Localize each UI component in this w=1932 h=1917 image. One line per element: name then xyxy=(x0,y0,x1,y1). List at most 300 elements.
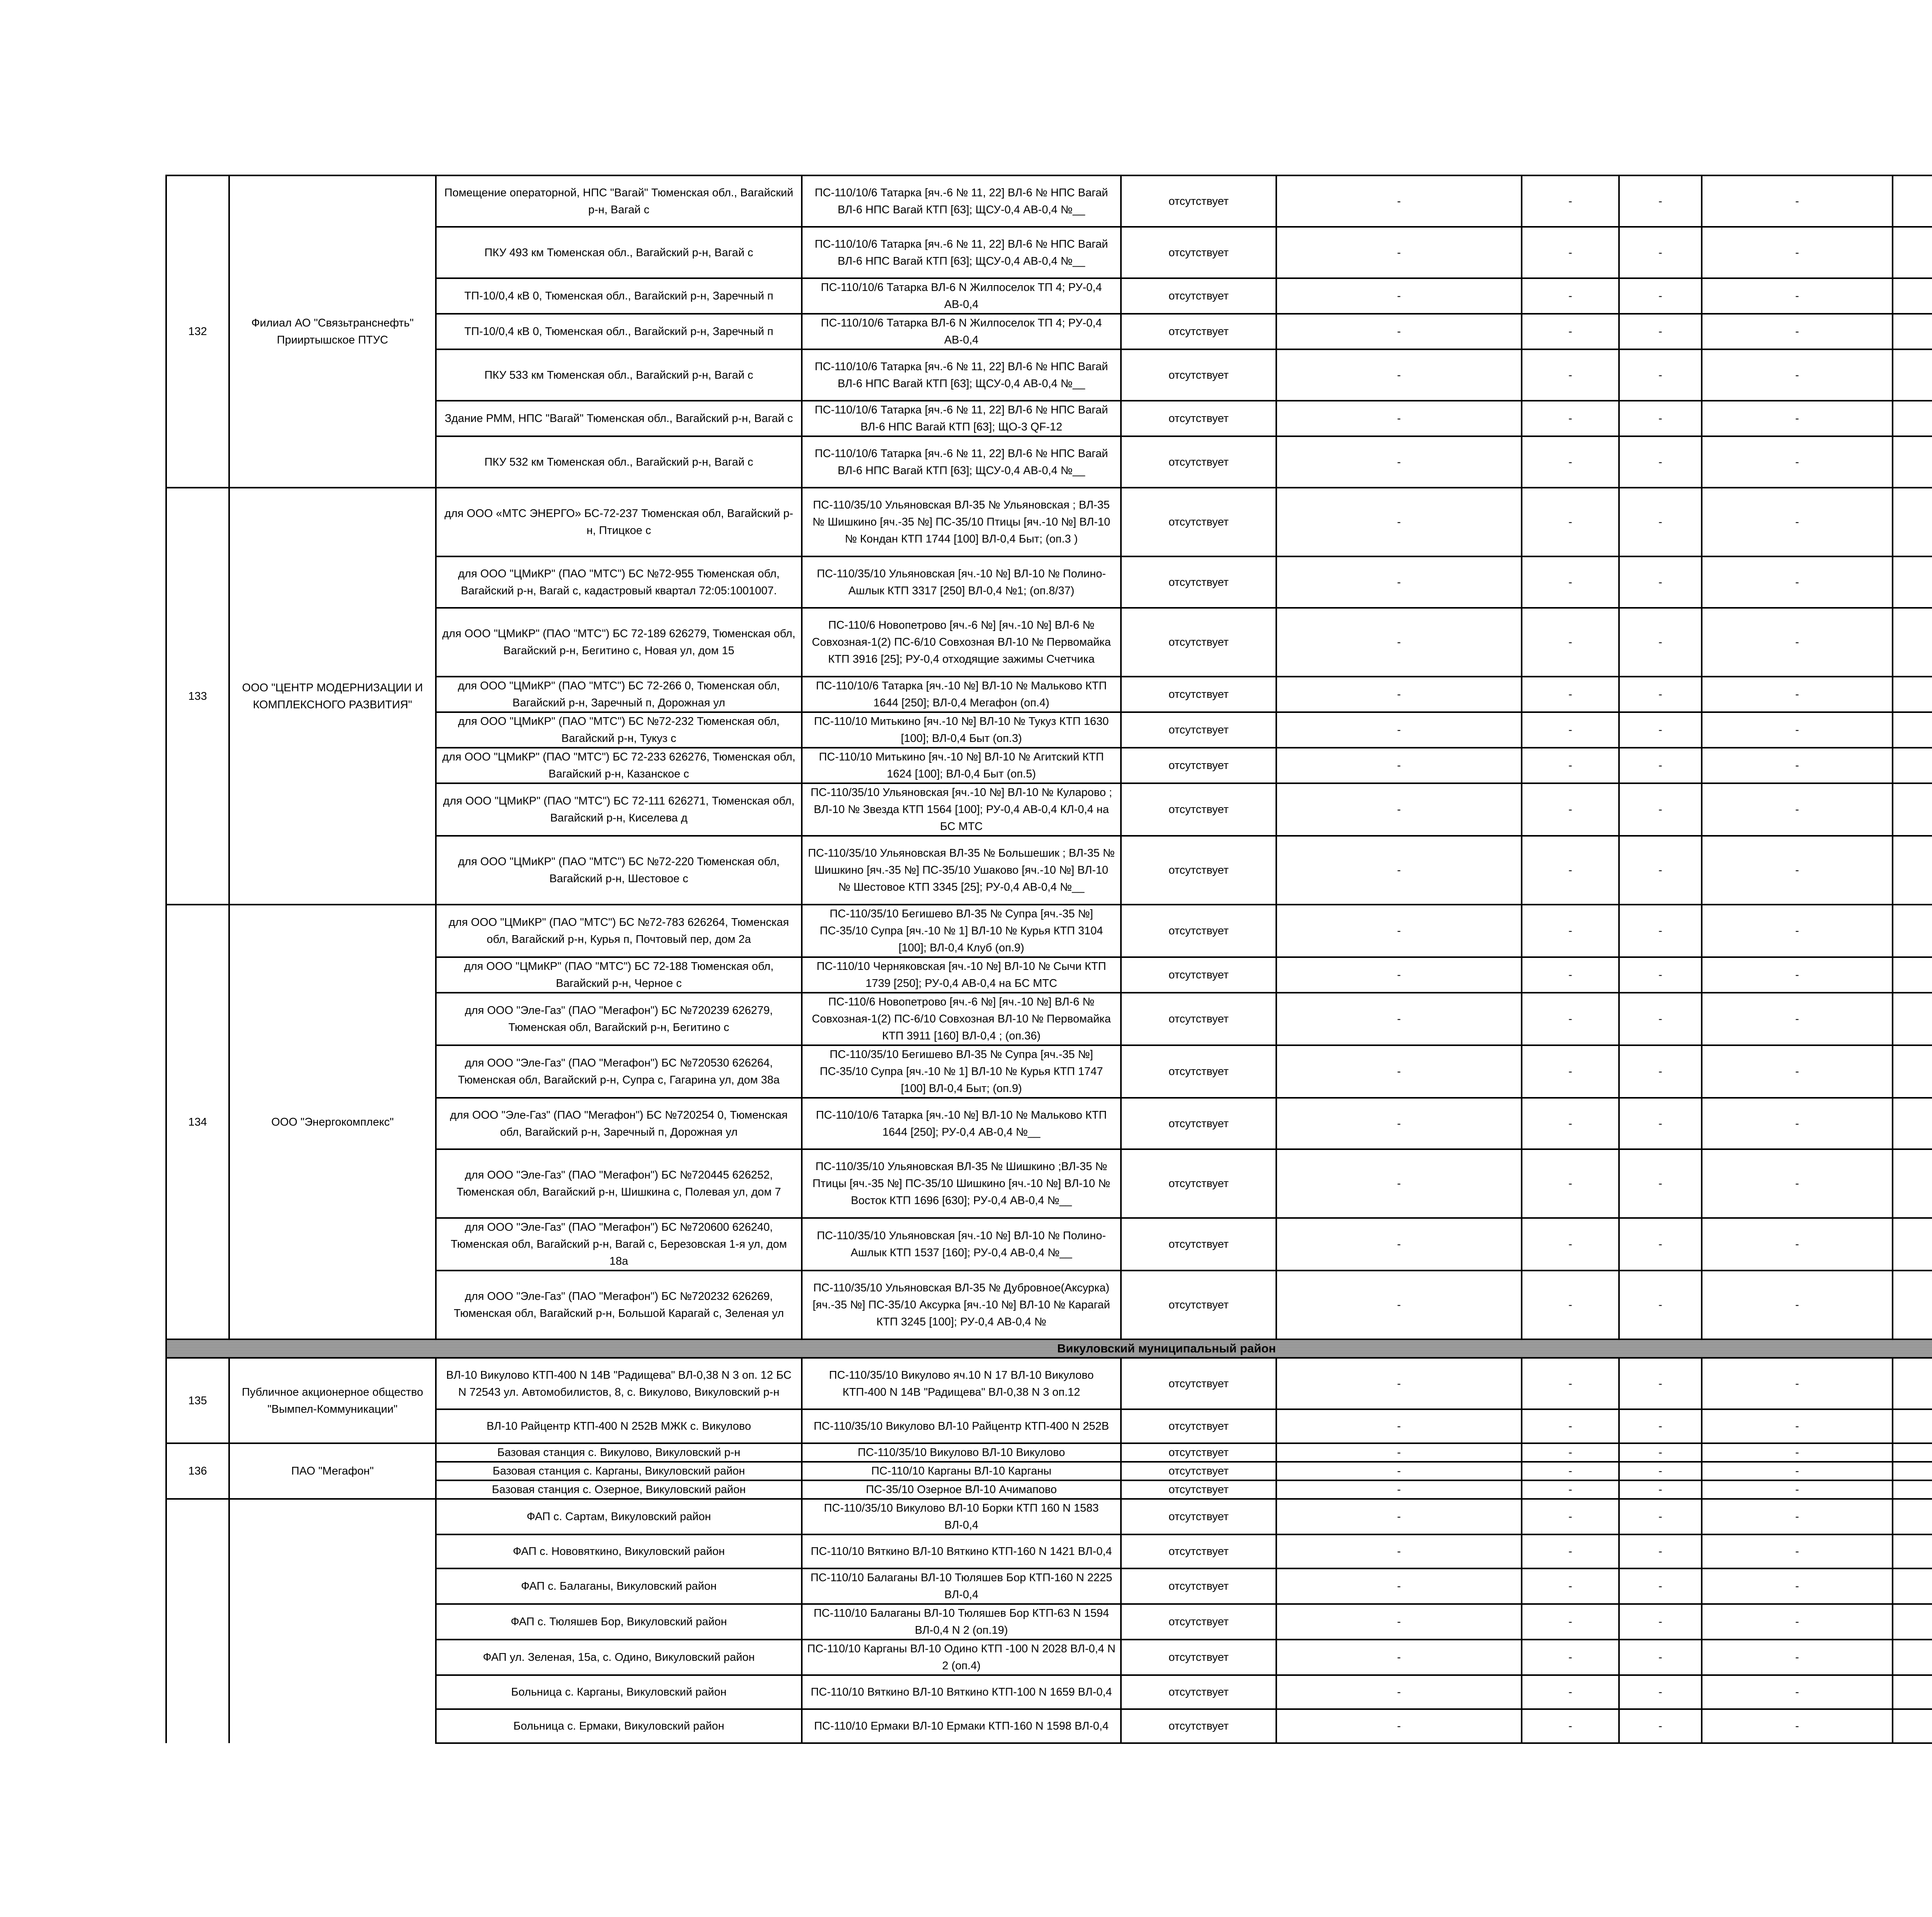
empty-value-cell: - xyxy=(1702,1443,1893,1462)
empty-value-cell: - xyxy=(1276,1534,1522,1568)
empty-value-cell: - xyxy=(1702,278,1893,314)
empty-value-cell xyxy=(1893,957,1932,993)
empty-value-cell: - xyxy=(1702,349,1893,401)
empty-value-cell: - xyxy=(1702,1409,1893,1443)
empty-value-cell: - xyxy=(1619,278,1702,314)
power-supply-scheme: ПС-110/10 Митькино [яч.-10 №] ВЛ-10 № Агитский КТП 1624 [100]; ВЛ-0,4 Быт (оп.5) xyxy=(802,748,1121,783)
empty-value-cell: - xyxy=(1522,556,1619,608)
status-cell: отсутствует xyxy=(1121,349,1276,401)
status-cell: отсутствует xyxy=(1121,1675,1276,1709)
status-cell: отсутствует xyxy=(1121,1462,1276,1480)
object-address: Больница с. Ермаки, Викуловский район xyxy=(436,1709,802,1743)
empty-value-cell: - xyxy=(1522,1480,1619,1499)
empty-value-cell: - xyxy=(1702,677,1893,712)
empty-value-cell: - xyxy=(1522,401,1619,436)
empty-value-cell: - xyxy=(1276,1640,1522,1675)
power-supply-scheme: ПС-110/35/10 Бегишево ВЛ-35 № Супра [яч.-35 №] ПС-35/10 Супра [яч.-10 № 1] ВЛ-10 № Курья КТП 1747 [100] ВЛ-0,4 Быт; (оп.9) xyxy=(802,1045,1121,1098)
empty-value-cell: - xyxy=(1702,957,1893,993)
status-cell: отсутствует xyxy=(1121,436,1276,488)
empty-value-cell: - xyxy=(1702,1098,1893,1149)
empty-value-cell xyxy=(1893,993,1932,1045)
empty-value-cell: - xyxy=(1702,608,1893,677)
organization-name: Публичное акционерное общество "Вымпел-Коммуникации" xyxy=(229,1358,436,1443)
empty-value-cell: - xyxy=(1619,1534,1702,1568)
power-supply-scheme: ПС-110/10/6 Татарка [яч.-6 № 11, 22] ВЛ-6 № НПС Вагай ВЛ-6 НПС Вагай КТП [63]; ЩО-3 QF-12 xyxy=(802,401,1121,436)
empty-value-cell xyxy=(1893,905,1932,957)
empty-value-cell: - xyxy=(1619,1271,1702,1339)
empty-value-cell: - xyxy=(1522,175,1619,227)
empty-value-cell: - xyxy=(1619,1640,1702,1675)
status-cell: отсутствует xyxy=(1121,783,1276,836)
empty-value-cell: - xyxy=(1522,957,1619,993)
empty-value-cell xyxy=(1893,1604,1932,1640)
table-row xyxy=(166,1443,1932,1462)
empty-value-cell: - xyxy=(1276,349,1522,401)
empty-value-cell: - xyxy=(1522,1358,1619,1409)
object-address: ФАП с. Нововяткино, Викуловский район xyxy=(436,1534,802,1568)
empty-value-cell: - xyxy=(1522,227,1619,278)
empty-value-cell: - xyxy=(1522,677,1619,712)
empty-value-cell: - xyxy=(1619,175,1702,227)
empty-value-cell: - xyxy=(1619,1045,1702,1098)
empty-value-cell: - xyxy=(1522,608,1619,677)
empty-value-cell xyxy=(1893,227,1932,278)
object-address: ФАП ул. Зеленая, 15а, с. Одино, Викуловский район xyxy=(436,1640,802,1675)
empty-value-cell: - xyxy=(1702,1045,1893,1098)
empty-value-cell: - xyxy=(1619,712,1702,748)
row-number: 132 xyxy=(166,175,229,488)
object-address: ТП-10/0,4 кВ 0, Тюменская обл., Вагайский р-н, Заречный п xyxy=(436,278,802,314)
empty-value-cell: - xyxy=(1702,1218,1893,1271)
empty-value-cell: - xyxy=(1522,783,1619,836)
power-supply-scheme: ПС-110/10/6 Татарка ВЛ-6 N Жилпоселок ТП 4; РУ-0,4 АВ-0,4 xyxy=(802,278,1121,314)
power-supply-scheme: ПС-110/10 Черняковская [яч.-10 №] ВЛ-10 № Сычи КТП 1739 [250]; РУ-0,4 АВ-0,4 на БС МТС xyxy=(802,957,1121,993)
empty-value-cell: - xyxy=(1276,1409,1522,1443)
object-address: ПКУ 493 км Тюменская обл., Вагайский р-н, Вагай с xyxy=(436,227,802,278)
power-supply-scheme: ПС-110/35/10 Ульяновская ВЛ-35 № Ульяновская ; ВЛ-35 № Шишкино [яч.-35 №] ПС-35/10 Птицы [яч.-10 №] ВЛ-10 № Кондан КТП 1744 [100] ВЛ-0,4 Быт; (оп.3 ) xyxy=(802,488,1121,556)
empty-value-cell: - xyxy=(1619,783,1702,836)
empty-value-cell: - xyxy=(1619,1409,1702,1443)
empty-value-cell: - xyxy=(1702,1271,1893,1339)
status-cell: отсутствует xyxy=(1121,314,1276,349)
table-row xyxy=(166,1358,1932,1409)
empty-value-cell: - xyxy=(1276,1604,1522,1640)
power-supply-scheme: ПС-110/35/10 Бегишево ВЛ-35 № Супра [яч.-35 №] ПС-35/10 Супра [яч.-10 № 1] ВЛ-10 № Курья КТП 3104 [100]; ВЛ-0,4 Клуб (оп.9) xyxy=(802,905,1121,957)
empty-value-cell xyxy=(1893,1271,1932,1339)
power-supply-scheme: ПС-110/6 Новопетрово [яч.-6 №] [яч.-10 №] ВЛ-6 № Совхозная-1(2) ПС-6/10 Совхозная ВЛ-10 № Первомайка КТП 3911 [160] ВЛ-0,4 ; (оп.36) xyxy=(802,993,1121,1045)
empty-value-cell: - xyxy=(1619,1709,1702,1743)
status-cell: отсутствует xyxy=(1121,556,1276,608)
object-address: для ООО "ЦМиКР" (ПАО "МТС") БС 72-111 626271, Тюменская обл, Вагайский р-н, Киселева д xyxy=(436,783,802,836)
empty-value-cell: - xyxy=(1276,1709,1522,1743)
object-address: Базовая станция с. Озерное, Викуловский район xyxy=(436,1480,802,1499)
empty-value-cell: - xyxy=(1276,905,1522,957)
empty-value-cell: - xyxy=(1276,401,1522,436)
empty-value-cell: - xyxy=(1276,1480,1522,1499)
empty-value-cell: - xyxy=(1522,1443,1619,1462)
region-header-row xyxy=(166,1339,1932,1358)
power-supply-scheme: ПС-110/10 Ермаки ВЛ-10 Ермаки КТП-160 N 1598 ВЛ-0,4 xyxy=(802,1709,1121,1743)
power-supply-scheme: ПС-110/35/10 Викулово ВЛ-10 Борки КТП 160 N 1583 ВЛ-0,4 xyxy=(802,1499,1121,1534)
power-supply-scheme: ПС-110/10/6 Татарка [яч.-10 №] ВЛ-10 № Мальково КТП 1644 [250]; ВЛ-0,4 Мегафон (оп.4) xyxy=(802,677,1121,712)
power-supply-scheme: ПС-110/35/10 Ульяновская [яч.-10 №] ВЛ-10 № Полино-Ашлык КТП 1537 [160]; РУ-0,4 АВ-0,4 №__ xyxy=(802,1218,1121,1271)
empty-value-cell: - xyxy=(1276,227,1522,278)
empty-value-cell xyxy=(1893,783,1932,836)
object-address: Базовая станция с. Карганы, Викуловский район xyxy=(436,1462,802,1480)
empty-value-cell: - xyxy=(1276,1045,1522,1098)
empty-value-cell: - xyxy=(1276,1149,1522,1218)
empty-value-cell xyxy=(1893,1480,1932,1499)
organization-name: Филиал АО "Связьтранснефть" Прииртышское ПТУС xyxy=(229,175,436,488)
empty-value-cell: - xyxy=(1522,836,1619,905)
empty-value-cell: - xyxy=(1619,1358,1702,1409)
object-address: для ООО "Эле-Газ" (ПАО "Мегафон") БС №720254 0, Тюменская обл, Вагайский р-н, Заречный п, Дорожная ул xyxy=(436,1098,802,1149)
empty-value-cell: - xyxy=(1702,712,1893,748)
empty-value-cell: - xyxy=(1619,1675,1702,1709)
object-address: для ООО "ЦМиКР" (ПАО "МТС") БС №72-232 Тюменская обл, Вагайский р-н, Тукуз с xyxy=(436,712,802,748)
empty-value-cell: - xyxy=(1619,556,1702,608)
empty-value-cell: - xyxy=(1522,1098,1619,1149)
empty-value-cell xyxy=(1893,488,1932,556)
object-address: ФАП с. Сартам, Викуловский район xyxy=(436,1499,802,1534)
empty-value-cell xyxy=(1893,278,1932,314)
power-supply-scheme: ПС-110/10/6 Татарка [яч.-6 № 11, 22] ВЛ-6 № НПС Вагай ВЛ-6 НПС Вагай КТП [63]; ЩСУ-0,4 АВ-0,4 №__ xyxy=(802,349,1121,401)
empty-value-cell: - xyxy=(1276,488,1522,556)
power-supply-scheme: ПС-110/10 Балаганы ВЛ-10 Тюляшев Бор КТП-63 N 1594 ВЛ-0,4 N 2 (оп.19) xyxy=(802,1604,1121,1640)
organization-name: ООО "Энергокомплекс" xyxy=(229,905,436,1339)
empty-value-cell: - xyxy=(1276,1271,1522,1339)
object-address: для ООО "ЦМиКР" (ПАО "МТС") БС №72-955 Тюменская обл, Вагайский р-н, Вагай с, кадастровый квартал 72:05:1001007. xyxy=(436,556,802,608)
object-address: ВЛ-10 Викулово КТП-400 N 14В "Радищева" ВЛ-0,38 N 3 оп. 12 БС N 72543 ул. Автомобилистов, 8, с. Викулово, Викуловский р-н xyxy=(436,1358,802,1409)
empty-value-cell: - xyxy=(1522,1604,1619,1640)
power-supply-scheme: ПС-110/35/10 Ульяновская ВЛ-35 № Шишкино ;ВЛ-35 № Птицы [яч.-35 №] ПС-35/10 Шишкино [яч.-10 №] ВЛ-10 № Восток КТП 1696 [630]; РУ-0,4 АВ-0,4 №__ xyxy=(802,1149,1121,1218)
status-cell: отсутствует xyxy=(1121,1709,1276,1743)
empty-value-cell: - xyxy=(1619,1480,1702,1499)
power-supply-scheme: ПС-110/10 Карганы ВЛ-10 Одино КТП -100 N 2028 ВЛ-0,4 N 2 (оп.4) xyxy=(802,1640,1121,1675)
status-cell: отсутствует xyxy=(1121,1604,1276,1640)
data-table xyxy=(165,175,1932,1744)
power-supply-scheme: ПС-110/10/6 Татарка [яч.-6 № 11, 22] ВЛ-6 № НПС Вагай ВЛ-6 НПС Вагай КТП [63]; ЩСУ-0,4 АВ-0,4 №__ xyxy=(802,436,1121,488)
empty-value-cell xyxy=(1893,175,1932,227)
empty-value-cell: - xyxy=(1276,1499,1522,1534)
power-supply-scheme: ПС-110/35/10 Ульяновская ВЛ-35 № Большешик ; ВЛ-35 № Шишкино [яч.-35 №] ПС-35/10 Ушаково [яч.-10 №] ВЛ-10 № Шестовое КТП 3345 [25]; РУ-0,4 АВ-0,4 №__ xyxy=(802,836,1121,905)
empty-value-cell: - xyxy=(1276,1568,1522,1604)
empty-value-cell xyxy=(1893,314,1932,349)
empty-value-cell: - xyxy=(1522,1675,1619,1709)
empty-value-cell: - xyxy=(1619,1462,1702,1480)
power-supply-scheme: ПС-110/35/10 Викулово ВЛ-10 Викулово xyxy=(802,1443,1121,1462)
empty-value-cell: - xyxy=(1702,1640,1893,1675)
empty-value-cell xyxy=(1893,1149,1932,1218)
empty-value-cell: - xyxy=(1619,1604,1702,1640)
row-number: 133 xyxy=(166,488,229,905)
empty-value-cell: - xyxy=(1522,1499,1619,1534)
object-address: для ООО "Эле-Газ" (ПАО "Мегафон") БС №720530 626264, Тюменская обл, Вагайский р-н, Супра с, Гагарина ул, дом 38а xyxy=(436,1045,802,1098)
empty-value-cell: - xyxy=(1702,1709,1893,1743)
empty-value-cell: - xyxy=(1619,836,1702,905)
empty-value-cell: - xyxy=(1619,608,1702,677)
status-cell: отсутствует xyxy=(1121,1480,1276,1499)
empty-value-cell: - xyxy=(1276,836,1522,905)
empty-value-cell: - xyxy=(1702,993,1893,1045)
empty-value-cell xyxy=(1893,401,1932,436)
empty-value-cell: - xyxy=(1702,1534,1893,1568)
empty-value-cell: - xyxy=(1619,1443,1702,1462)
empty-value-cell: - xyxy=(1276,1462,1522,1480)
empty-value-cell: - xyxy=(1702,436,1893,488)
object-address: ВЛ-10 Райцентр КТП-400 N 252В МЖК с. Викулово xyxy=(436,1409,802,1443)
empty-value-cell xyxy=(1893,712,1932,748)
status-cell: отсутствует xyxy=(1121,1568,1276,1604)
empty-value-cell xyxy=(1893,608,1932,677)
empty-value-cell xyxy=(1893,1534,1932,1568)
empty-value-cell xyxy=(1893,1675,1932,1709)
empty-value-cell: - xyxy=(1276,993,1522,1045)
object-address: для ООО "ЦМиКР" (ПАО "МТС") БС 72-233 626276, Тюменская обл, Вагайский р-н, Казанское с xyxy=(436,748,802,783)
empty-value-cell: - xyxy=(1522,349,1619,401)
power-supply-scheme: ПС-110/10 Митькино [яч.-10 №] ВЛ-10 № Тукуз КТП 1630 [100]; ВЛ-0,4 Быт (оп.3) xyxy=(802,712,1121,748)
empty-value-cell: - xyxy=(1619,1568,1702,1604)
empty-value-cell: - xyxy=(1522,1218,1619,1271)
table-row xyxy=(166,175,1932,227)
row-number xyxy=(166,1499,229,1743)
empty-value-cell: - xyxy=(1522,1409,1619,1443)
empty-value-cell xyxy=(1893,836,1932,905)
empty-value-cell: - xyxy=(1522,1271,1619,1339)
empty-value-cell: - xyxy=(1619,436,1702,488)
empty-value-cell: - xyxy=(1522,488,1619,556)
empty-value-cell: - xyxy=(1619,227,1702,278)
empty-value-cell xyxy=(1893,1098,1932,1149)
empty-value-cell: - xyxy=(1619,748,1702,783)
power-supply-scheme: ПС-110/6 Новопетрово [яч.-6 №] [яч.-10 №] ВЛ-6 № Совхозная-1(2) ПС-6/10 Совхозная ВЛ-10 № Первомайка КТП 3916 [25]; РУ-0,4 отходящие зажимы Счетчика xyxy=(802,608,1121,677)
power-supply-scheme: ПС-110/10 Карганы ВЛ-10 Карганы xyxy=(802,1462,1121,1480)
table-row xyxy=(166,905,1932,957)
empty-value-cell: - xyxy=(1619,488,1702,556)
power-supply-scheme: ПС-110/35/10 Ульяновская [яч.-10 №] ВЛ-10 № Куларово ; ВЛ-10 № Звезда КТП 1564 [100]; РУ-0,4 АВ-0,4 КЛ-0,4 на БС МТС xyxy=(802,783,1121,836)
power-supply-scheme: ПС-110/10 Вяткино ВЛ-10 Вяткино КТП-100 N 1659 ВЛ-0,4 xyxy=(802,1675,1121,1709)
power-supply-scheme: ПС-35/10 Озерное ВЛ-10 Ачимапово xyxy=(802,1480,1121,1499)
empty-value-cell xyxy=(1893,1045,1932,1098)
power-supply-scheme: ПС-110/10/6 Татарка [яч.-6 № 11, 22] ВЛ-6 № НПС Вагай ВЛ-6 НПС Вагай КТП [63]; ЩСУ-0,4 АВ-0,4 №__ xyxy=(802,175,1121,227)
empty-value-cell xyxy=(1893,1218,1932,1271)
empty-value-cell xyxy=(1893,748,1932,783)
object-address: для ООО "Эле-Газ" (ПАО "Мегафон") БС №720445 626252, Тюменская обл, Вагайский р-н, Шишкина с, Полевая ул, дом 7 xyxy=(436,1149,802,1218)
empty-value-cell: - xyxy=(1702,1358,1893,1409)
empty-value-cell: - xyxy=(1702,488,1893,556)
status-cell: отсутствует xyxy=(1121,748,1276,783)
object-address: для ООО "Эле-Газ" (ПАО "Мегафон") БС №720600 626240, Тюменская обл, Вагайский р-н, Вагай с, Березовская 1-я ул, дом 18а xyxy=(436,1218,802,1271)
object-address: для ООО "ЦМиКР" (ПАО "МТС") БС №72-783 626264, Тюменская обл, Вагайский р-н, Курья п, Почтовый пер, дом 2а xyxy=(436,905,802,957)
empty-value-cell xyxy=(1893,349,1932,401)
status-cell: отсутствует xyxy=(1121,1443,1276,1462)
empty-value-cell: - xyxy=(1276,1098,1522,1149)
empty-value-cell: - xyxy=(1522,712,1619,748)
empty-value-cell: - xyxy=(1276,175,1522,227)
empty-value-cell: - xyxy=(1702,1675,1893,1709)
table-row xyxy=(166,488,1932,556)
object-address: для ООО "ЦМиКР" (ПАО "МТС") БС №72-220 Тюменская обл, Вагайский р-н, Шестовое с xyxy=(436,836,802,905)
empty-value-cell xyxy=(1893,677,1932,712)
empty-value-cell: - xyxy=(1522,905,1619,957)
empty-value-cell: - xyxy=(1522,1462,1619,1480)
empty-value-cell xyxy=(1893,436,1932,488)
status-cell: отсутствует xyxy=(1121,401,1276,436)
empty-value-cell: - xyxy=(1276,957,1522,993)
object-address: Больница с. Карганы, Викуловский район xyxy=(436,1675,802,1709)
empty-value-cell: - xyxy=(1276,1443,1522,1462)
power-supply-scheme: ПС-110/35/10 Ульяновская [яч.-10 №] ВЛ-10 № Полино-Ашлык КТП 3317 [250] ВЛ-0,4 №1; (оп.8/37) xyxy=(802,556,1121,608)
object-address: для ООО «МТС ЭНЕРГО» БС-72-237 Тюменская обл, Вагайский р-н, Птицкое с xyxy=(436,488,802,556)
table-body xyxy=(166,175,1932,1743)
status-cell: отсутствует xyxy=(1121,1640,1276,1675)
empty-value-cell xyxy=(1893,1409,1932,1443)
empty-value-cell xyxy=(1893,1568,1932,1604)
empty-value-cell: - xyxy=(1619,314,1702,349)
object-address: для ООО "Эле-Газ" (ПАО "Мегафон") БС №720232 626269, Тюменская обл, Вагайский р-н, Большой Карагай с, Зеленая ул xyxy=(436,1271,802,1339)
empty-value-cell xyxy=(1893,1462,1932,1480)
empty-value-cell xyxy=(1893,1358,1932,1409)
status-cell: отсутствует xyxy=(1121,836,1276,905)
power-supply-scheme: ПС-110/10 Балаганы ВЛ-10 Тюляшев Бор КТП-160 N 2225 ВЛ-0,4 xyxy=(802,1568,1121,1604)
empty-value-cell: - xyxy=(1276,314,1522,349)
empty-value-cell: - xyxy=(1276,783,1522,836)
object-address: ТП-10/0,4 кВ 0, Тюменская обл., Вагайский р-н, Заречный п xyxy=(436,314,802,349)
empty-value-cell: - xyxy=(1702,227,1893,278)
object-address: ПКУ 532 км Тюменская обл., Вагайский р-н, Вагай с xyxy=(436,436,802,488)
status-cell: отсутствует xyxy=(1121,227,1276,278)
status-cell: отсутствует xyxy=(1121,488,1276,556)
empty-value-cell: - xyxy=(1619,993,1702,1045)
empty-value-cell: - xyxy=(1702,1480,1893,1499)
empty-value-cell: - xyxy=(1276,1218,1522,1271)
object-address: Базовая станция с. Викулово, Викуловский р-н xyxy=(436,1443,802,1462)
row-number: 136 xyxy=(166,1443,229,1499)
empty-value-cell: - xyxy=(1619,677,1702,712)
status-cell: отсутствует xyxy=(1121,1045,1276,1098)
status-cell: отсутствует xyxy=(1121,1534,1276,1568)
status-cell: отсутствует xyxy=(1121,1358,1276,1409)
empty-value-cell: - xyxy=(1522,436,1619,488)
empty-value-cell: - xyxy=(1619,905,1702,957)
empty-value-cell: - xyxy=(1522,1149,1619,1218)
status-cell: отсутствует xyxy=(1121,1499,1276,1534)
empty-value-cell: - xyxy=(1619,1098,1702,1149)
empty-value-cell: - xyxy=(1619,349,1702,401)
empty-value-cell: - xyxy=(1702,1568,1893,1604)
status-cell: отсутствует xyxy=(1121,1409,1276,1443)
organization-name: ПАО "Мегафон" xyxy=(229,1443,436,1499)
empty-value-cell: - xyxy=(1522,993,1619,1045)
empty-value-cell: - xyxy=(1702,1149,1893,1218)
empty-value-cell: - xyxy=(1522,1640,1619,1675)
empty-value-cell: - xyxy=(1522,278,1619,314)
power-supply-scheme: ПС-110/10/6 Татарка [яч.-10 №] ВЛ-10 № Мальково КТП 1644 [250]; РУ-0,4 АВ-0,4 №__ xyxy=(802,1098,1121,1149)
status-cell: отсутствует xyxy=(1121,175,1276,227)
power-supply-scheme: ПС-110/10 Вяткино ВЛ-10 Вяткино КТП-160 N 1421 ВЛ-0,4 xyxy=(802,1534,1121,1568)
empty-value-cell xyxy=(1893,1499,1932,1534)
empty-value-cell: - xyxy=(1702,175,1893,227)
status-cell: отсутствует xyxy=(1121,677,1276,712)
status-cell: отсутствует xyxy=(1121,1218,1276,1271)
empty-value-cell: - xyxy=(1619,1218,1702,1271)
organization-name xyxy=(229,1499,436,1743)
empty-value-cell: - xyxy=(1702,783,1893,836)
status-cell: отсутствует xyxy=(1121,1098,1276,1149)
empty-value-cell: - xyxy=(1702,556,1893,608)
empty-value-cell: - xyxy=(1276,748,1522,783)
empty-value-cell: - xyxy=(1276,712,1522,748)
status-cell: отсутствует xyxy=(1121,957,1276,993)
object-address: ПКУ 533 км Тюменская обл., Вагайский р-н, Вагай с xyxy=(436,349,802,401)
empty-value-cell: - xyxy=(1522,314,1619,349)
empty-value-cell: - xyxy=(1522,1709,1619,1743)
empty-value-cell: - xyxy=(1619,957,1702,993)
empty-value-cell xyxy=(1893,1709,1932,1743)
object-address: ФАП с. Балаганы, Викуловский район xyxy=(436,1568,802,1604)
status-cell: отсутствует xyxy=(1121,993,1276,1045)
empty-value-cell: - xyxy=(1702,1604,1893,1640)
row-number: 135 xyxy=(166,1358,229,1443)
region-header: Викуловский муниципальный район xyxy=(166,1339,1932,1358)
object-address: ФАП с. Тюляшев Бор, Викуловский район xyxy=(436,1604,802,1640)
empty-value-cell: - xyxy=(1702,1499,1893,1534)
empty-value-cell: - xyxy=(1276,278,1522,314)
empty-value-cell: - xyxy=(1522,1534,1619,1568)
empty-value-cell xyxy=(1893,1640,1932,1675)
object-address: для ООО "Эле-Газ" (ПАО "Мегафон") БС №720239 626279, Тюменская обл, Вагайский р-н, Бегитино с xyxy=(436,993,802,1045)
object-address: Помещение операторной, НПС "Вагай" Тюменская обл., Вагайский р-н, Вагай с xyxy=(436,175,802,227)
power-supply-scheme: ПС-110/35/10 Викулово яч.10 N 17 ВЛ-10 Викулово КТП-400 N 14В "Радищева" ВЛ-0,38 N 3 оп.12 xyxy=(802,1358,1121,1409)
object-address: для ООО "ЦМиКР" (ПАО "МТС") БС 72-189 626279, Тюменская обл, Вагайский р-н, Бегитино с, Новая ул, дом 15 xyxy=(436,608,802,677)
empty-value-cell xyxy=(1893,556,1932,608)
object-address: для ООО "ЦМиКР" (ПАО "МТС") БС 72-266 0, Тюменская обл, Вагайский р-н, Заречный п, Дорожная ул xyxy=(436,677,802,712)
object-address: для ООО "ЦМиКР" (ПАО "МТС") БС 72-188 Тюменская обл, Вагайский р-н, Черное с xyxy=(436,957,802,993)
empty-value-cell: - xyxy=(1276,677,1522,712)
empty-value-cell: - xyxy=(1276,556,1522,608)
empty-value-cell: - xyxy=(1522,1568,1619,1604)
status-cell: отсутствует xyxy=(1121,608,1276,677)
empty-value-cell: - xyxy=(1619,1149,1702,1218)
empty-value-cell: - xyxy=(1702,401,1893,436)
empty-value-cell: - xyxy=(1619,1499,1702,1534)
status-cell: отсутствует xyxy=(1121,1271,1276,1339)
empty-value-cell: - xyxy=(1522,748,1619,783)
empty-value-cell: - xyxy=(1276,1358,1522,1409)
status-cell: отсутствует xyxy=(1121,905,1276,957)
power-supply-scheme: ПС-110/35/10 Викулово ВЛ-10 Райцентр КТП-400 N 252В xyxy=(802,1409,1121,1443)
status-cell: отсутствует xyxy=(1121,712,1276,748)
power-supply-scheme: ПС-110/10/6 Татарка ВЛ-6 N Жилпоселок ТП 4; РУ-0,4 АВ-0,4 xyxy=(802,314,1121,349)
empty-value-cell: - xyxy=(1522,1045,1619,1098)
table-row xyxy=(166,1499,1932,1534)
empty-value-cell: - xyxy=(1702,314,1893,349)
empty-value-cell: - xyxy=(1276,1675,1522,1709)
power-supply-scheme: ПС-110/10/6 Татарка [яч.-6 № 11, 22] ВЛ-6 № НПС Вагай ВЛ-6 НПС Вагай КТП [63]; ЩСУ-0,4 АВ-0,4 №__ xyxy=(802,227,1121,278)
empty-value-cell xyxy=(1893,1443,1932,1462)
status-cell: отсутствует xyxy=(1121,278,1276,314)
power-supply-scheme: ПС-110/35/10 Ульяновская ВЛ-35 № Дубровное(Аксурка) [яч.-35 №] ПС-35/10 Аксурка [яч.-10 №] ВЛ-10 № Карагай КТП 3245 [100]; РУ-0,4 АВ-0,4 № xyxy=(802,1271,1121,1339)
status-cell: отсутствует xyxy=(1121,1149,1276,1218)
empty-value-cell: - xyxy=(1619,401,1702,436)
object-address: Здание РММ, НПС "Вагай" Тюменская обл., Вагайский р-н, Вагай с xyxy=(436,401,802,436)
organization-name: ООО "ЦЕНТР МОДЕРНИЗАЦИИ И КОМПЛЕКСНОГО РАЗВИТИЯ" xyxy=(229,488,436,905)
empty-value-cell: - xyxy=(1276,436,1522,488)
empty-value-cell: - xyxy=(1702,836,1893,905)
empty-value-cell: - xyxy=(1702,748,1893,783)
empty-value-cell: - xyxy=(1702,1462,1893,1480)
empty-value-cell: - xyxy=(1702,905,1893,957)
